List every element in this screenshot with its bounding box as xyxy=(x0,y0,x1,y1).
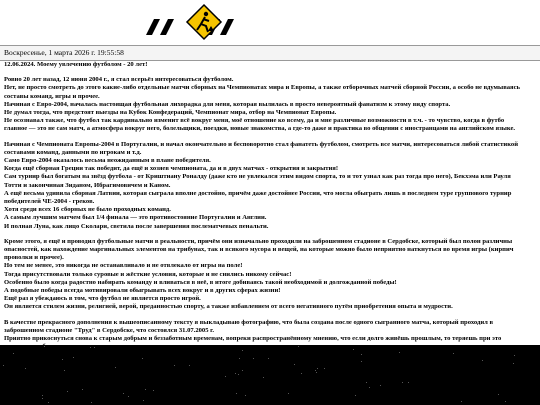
article-line: А ещё весьма удивила сборная Латвии, которая сыграла вполне достойно, причём даже достойнее России, что могла обыграть лишь в последнем туре группового турнир xyxy=(4,189,512,197)
photo-grain xyxy=(242,350,243,351)
article-line: Хотя среди всех 16 сборных не было проходных команд. xyxy=(4,206,171,214)
article-line: Не осознавал также, что футбол так кардинально изменит всё вокруг меня, моё отношение ко всему, да и мне различные возможности в т.ч. - то чувство, когда в футбо xyxy=(4,117,505,125)
photo-grain xyxy=(236,393,237,394)
photo-grain xyxy=(361,361,362,362)
article-line: Когда ещё сборная Греции так победит, да ещё и хозяев чемпионата, да и в двух матчах - открытия и закрытия! xyxy=(4,165,339,173)
article-line: Нет, не просто смотреть до этого какие-либо отдельные матчи сборных на Чемпионатах мира и Европы, а также отборочных матчей сборной России, а особо не вдумываясь xyxy=(4,84,521,92)
article-line: Сам турнир был богатым на звёзд футбола - от Криштиану Роналду (даже кто не увлекался этим видом спорта, то и тот узнал как раз тогда про него), Бекхэма или Рауля xyxy=(4,173,511,181)
photo-grain xyxy=(189,365,190,366)
photo-grain xyxy=(225,376,226,377)
photo-grain xyxy=(3,365,4,366)
photo-grain xyxy=(361,354,362,355)
photo-grain xyxy=(399,352,400,353)
article-line: Тогда присутствовали только суровые и жёсткие условия, которые и не снились никому сейчас! xyxy=(4,270,292,278)
photo-grain xyxy=(64,370,65,371)
article-line: составами команд, данными по игрокам и т.д. xyxy=(4,148,142,156)
photo-grain xyxy=(123,393,124,394)
photo-grain xyxy=(142,358,143,359)
article-line: А самым лучшим матчем был 1/4 финала — это противостояние Португалии и Англии. xyxy=(4,214,267,222)
photo-grain xyxy=(498,394,499,395)
photo-grain xyxy=(245,395,246,396)
photo-grain xyxy=(94,347,95,348)
photo-grain xyxy=(153,390,154,391)
photo-grain xyxy=(366,382,367,383)
roadwork-sign-icon[interactable] xyxy=(186,4,222,42)
photo-grain xyxy=(315,370,316,371)
photo-grain xyxy=(263,377,264,378)
article-title: 12.06.2024. Моему увлечению футболом - 20 лет! xyxy=(4,61,148,68)
article-line: победителей ЧЕ-2004 - греков. xyxy=(4,198,95,206)
photo-grain xyxy=(513,363,514,364)
article-photo xyxy=(0,345,540,405)
paragraph-gap xyxy=(4,134,538,141)
photo-grain xyxy=(268,358,269,359)
article-line: Ещё раз я убеждаюсь в том, что футбол не является просто игрой. xyxy=(4,295,201,303)
photo-grain xyxy=(369,387,370,388)
photo-grain xyxy=(73,357,74,358)
photo-grain xyxy=(62,359,63,360)
photo-grain xyxy=(253,358,254,359)
article-line: составы команд, игры и прочее. xyxy=(4,92,100,100)
photo-grain xyxy=(128,396,129,397)
photo-grain xyxy=(288,393,289,394)
photo-grain xyxy=(514,355,515,356)
article-line: Ровно 20 лет назад, 12 июня 2004 г., я стал всерьёз интересоваться футболом. xyxy=(4,76,234,84)
photo-grain xyxy=(453,353,454,354)
photo-grain xyxy=(316,372,317,373)
article-line: Тотти и закончиная Зиданом, Ибрагимовичем и Каном. xyxy=(4,181,171,189)
photo-grain xyxy=(353,349,354,350)
article-line: А подобные победы всегда мотивировали обыгрывать всех вокруг и в других сферах жизни! xyxy=(4,287,281,295)
photo-grain xyxy=(461,401,462,402)
article-line: Но тем не менее, это никогда не останавливало и не отвлекало от игры на поле! xyxy=(4,262,243,270)
photo-grain xyxy=(482,360,483,361)
photo-grain xyxy=(242,370,243,371)
photo-grain xyxy=(355,395,356,396)
photo-grain xyxy=(13,353,14,354)
photo-grain xyxy=(380,385,381,386)
article-body xyxy=(4,61,538,341)
site-banner xyxy=(0,0,540,45)
article-line: Само Евро-2004 оказалось весьма неожиданным в плане победителя. xyxy=(4,157,211,165)
photo-grain xyxy=(42,395,43,396)
photo-grain xyxy=(294,364,295,365)
current-date: Воскресенье, 1 марта 2026 г. 19:55:58 xyxy=(4,48,124,57)
date-bar xyxy=(0,45,540,61)
photo-grain xyxy=(67,391,68,392)
photo-grain xyxy=(239,358,240,359)
article-line: Не думал тогда, что предстоят выезды на Кубок Конфедераций, Чемпионат мира, отбор на Чемпионат Европы. xyxy=(4,109,337,117)
photo-grain xyxy=(298,346,299,347)
article-text xyxy=(4,76,538,351)
photo-grain xyxy=(25,368,26,369)
article-line: И полная Луна, как лицо Сколари, светила после завершения послематчевых пенальти. xyxy=(4,222,269,230)
photo-grain xyxy=(235,373,236,374)
photo-grain xyxy=(44,346,45,347)
photo-grain xyxy=(82,389,83,390)
article-line: В качестве прекрасного дополнения к вышеописанному тексту я выкладываю фотографию, что была создана после одного сыгранного матча, который проходил в xyxy=(4,318,494,326)
photo-grain xyxy=(115,367,116,368)
photo-grain xyxy=(174,365,175,366)
photo-grain xyxy=(42,398,43,399)
article-line: Начиная с Чемпионата Европы-2004 в Португалии, и начал окончательно и бесповоротно стал фанатеть футболом, смотреть все матчи, интересоваться либой статистикой xyxy=(4,140,519,148)
photo-grain xyxy=(48,402,49,403)
photo-grain xyxy=(402,382,403,383)
photo-grain xyxy=(408,382,409,383)
photo-grain xyxy=(301,373,302,374)
photo-grain xyxy=(90,347,91,348)
article-line: Он является стилем жизни, религией, верой, преданностью спорту, а также избавлением от всего негативного путём приобретения опыта и мудрости. xyxy=(4,303,453,311)
photo-grain xyxy=(143,400,144,401)
paragraph-gap xyxy=(4,312,538,319)
photo-grain xyxy=(324,368,325,369)
photo-grain xyxy=(91,402,92,403)
photo-grain xyxy=(317,368,318,369)
paragraph-gap xyxy=(4,231,538,238)
article-line: Приятно прикоснуться снова к старым добрым и беззаботным временам, вопреки распространённому мнению, что если долго живёшь прошлым, то теряешь при это xyxy=(4,335,502,343)
article-line: Кроме этого, я ещё и проводил футбольные матчи в реальности, причём они изначально проходили на заброшенном стадионе в Сердобске, который был полон различны xyxy=(4,237,513,245)
article-line: заброшенном стадионе "Труд" в Сердобске, что состоялся 31.07.2005 г. xyxy=(4,326,215,334)
photo-grain xyxy=(145,389,146,390)
article-line: главное — это не сам матч, а атмосфера вокруг него, болельщики, поездки, новые знакомства, а где-то даже и практика во общении с иностранцами на английском языке. xyxy=(4,125,516,133)
article-line: Начиная с Евро-2004, началась настоящая футбольная лихорадка для меня, которая вылилась в просто невероятный фанатизм к этому виду спорта. xyxy=(4,100,451,108)
article-line: проволки и прочее). xyxy=(4,254,64,262)
article-line: Особенно было когда радостно набирать команду и вливаться в неё, в итоге добиваясь такой необходимой и долгожданной победы! xyxy=(4,278,397,286)
article-line: опасностей, как нахождение маргинальных элементов на трибунах, так и всякого мусора и вещей, на которые можно было неприятно наткнуться во время игры (кирпич xyxy=(4,246,514,254)
photo-grain xyxy=(505,401,506,402)
photo-grain xyxy=(238,374,239,375)
